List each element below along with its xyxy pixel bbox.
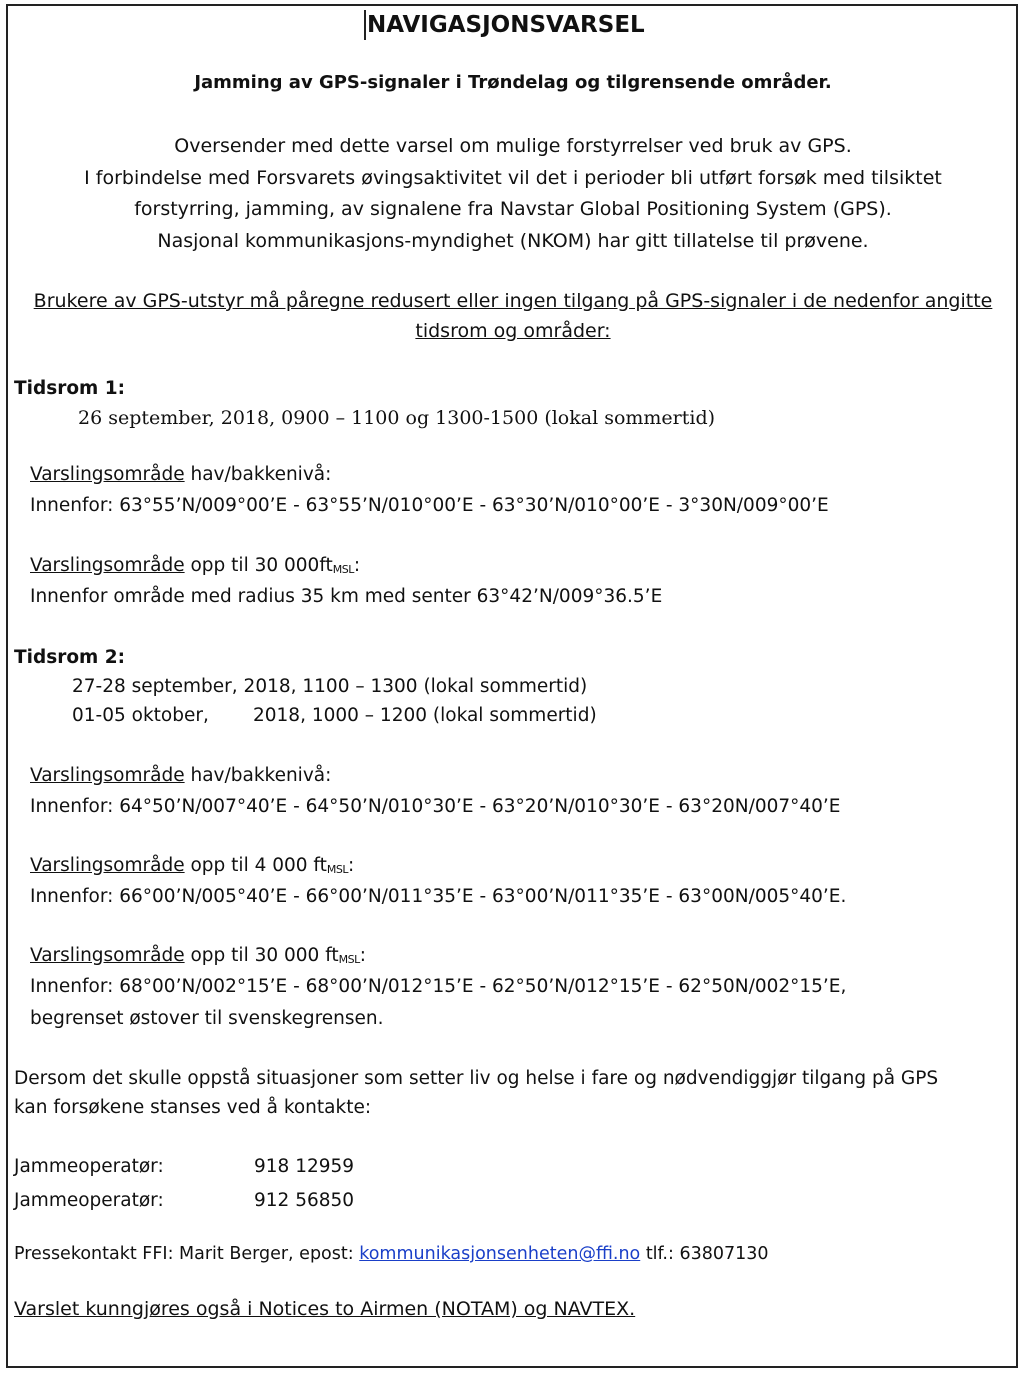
warning-line: Brukere av GPS-utstyr må påregne redusert eller ingen tilgang på GPS-signaler i de nedenfor angitte [33, 290, 993, 312]
intro-line: forstyrring, jamming, av signalene fra Navstar Global Positioning System (GPS). [134, 198, 892, 220]
intro-paragraph [0, 131, 1026, 257]
period1-area1-header [30, 462, 331, 488]
msl-subscript: MSL [338, 953, 360, 966]
subtitle: Jamming av GPS-signaler i Trøndelag og tilgrensende områder. [194, 72, 832, 93]
press-phone: tlf.: 63807130 [640, 1244, 769, 1264]
intro-line: Oversender med dette varsel om mulige forstyrrelser ved bruk av GPS. [174, 135, 852, 157]
period1-area2-coords: Innenfor område med radius 35 km med senter 63°42’N/009°36.5’E [30, 586, 663, 607]
area-suffix: opp til 4 000 ft [184, 855, 327, 876]
msl-subscript: MSL [326, 863, 348, 876]
warning-line: tidsrom og områder: [415, 320, 611, 342]
period2-area3-header [30, 943, 366, 973]
period1-time: 26 september, 2018, 0900 – 1100 og 1300-1500 (lokal sommertid) [78, 407, 716, 429]
period2-area2-coords: Innenfor: 66°00’N/005°40’E - 66°00’N/011°35’E - 63°00’N/011°35’E - 63°00N/005°40’E. [30, 886, 847, 907]
area-label: Varslingsområde [30, 765, 185, 786]
contact-intro-line: Dersom det skulle oppstå situasjoner som setter liv og helse i fare og nødvendiggjør tilgang på GPS [14, 1068, 939, 1089]
press-prefix: Pressekontakt FFI: Marit Berger, epost: [14, 1244, 360, 1264]
footer-notice: Varslet kunngjøres også i Notices to Airmen (NOTAM) og NAVTEX. [14, 1298, 636, 1320]
warning-notice [0, 286, 1026, 346]
area-colon: : [359, 945, 366, 966]
operator-label: Jammeoperatør: [14, 1156, 164, 1177]
intro-line: I forbindelse med Forsvarets øvingsaktivitet vil det i perioder bli utført forsøk med tilsiktet [84, 166, 942, 189]
period1-heading: Tidsrom 1: [14, 378, 126, 399]
period2-heading: Tidsrom 2: [14, 647, 126, 668]
area-suffix: opp til 30 000ft [184, 555, 333, 576]
period2-area3-coords: Innenfor: 68°00’N/002°15’E - 68°00’N/012°15’E - 62°50’N/012°15’E - 62°50N/002°15’E, [30, 976, 847, 997]
operator-phone: 912 56850 [254, 1190, 355, 1211]
contact-intro-line: kan forsøkene stanses ved å kontakte: [14, 1097, 372, 1118]
area-suffix: hav/bakkenivå: [184, 765, 332, 786]
area-colon: : [353, 555, 361, 576]
email-link[interactable]: kommunikasjonsenheten@ffi.no [359, 1244, 641, 1264]
area-colon: : [347, 855, 355, 876]
intro-line: Nasjonal kommunikasjons-myndighet (NKOM) har gitt tillatelse til prøvene. [157, 229, 869, 252]
period1-area1-coords: Innenfor: 63°55’N/009°00’E - 63°55’N/010°00’E - 63°30’N/010°00’E - 3°30N/009°00’E [30, 495, 829, 516]
area-suffix: opp til 30 000 ft [184, 945, 339, 966]
period2-area3-limit: begrenset østover til svenskegrensen. [30, 1008, 384, 1029]
period2-area2-header [30, 853, 354, 883]
operator-row [14, 1188, 614, 1214]
operator-phone: 918 12959 [254, 1156, 355, 1177]
press-contact [14, 1241, 769, 1267]
period1-area2-header [30, 553, 360, 583]
period2-area1-coords: Innenfor: 64°50’N/007°40’E - 64°50’N/010°30’E - 63°20’N/010°30’E - 63°20N/007°40’E [30, 796, 841, 817]
msl-subscript: MSL [332, 563, 354, 576]
area-suffix: hav/bakkenivå: [184, 464, 332, 485]
area-label: Varslingsområde [30, 855, 185, 876]
operator-row [14, 1154, 614, 1180]
page-title: NAVIGASJONSVARSEL [364, 10, 645, 40]
period2-time2-dates: 01-05 oktober, [72, 705, 209, 726]
area-label: Varslingsområde [30, 945, 185, 966]
operator-label: Jammeoperatør: [14, 1190, 164, 1211]
area-label: Varslingsområde [30, 555, 185, 576]
area-label: Varslingsområde [30, 464, 185, 485]
period2-time1: 27-28 september, 2018, 1100 – 1300 (lokal sommertid) [72, 676, 588, 697]
period2-area1-header [30, 763, 331, 789]
period2-time2-hours: 2018, 1000 – 1200 (lokal sommertid) [253, 705, 597, 726]
